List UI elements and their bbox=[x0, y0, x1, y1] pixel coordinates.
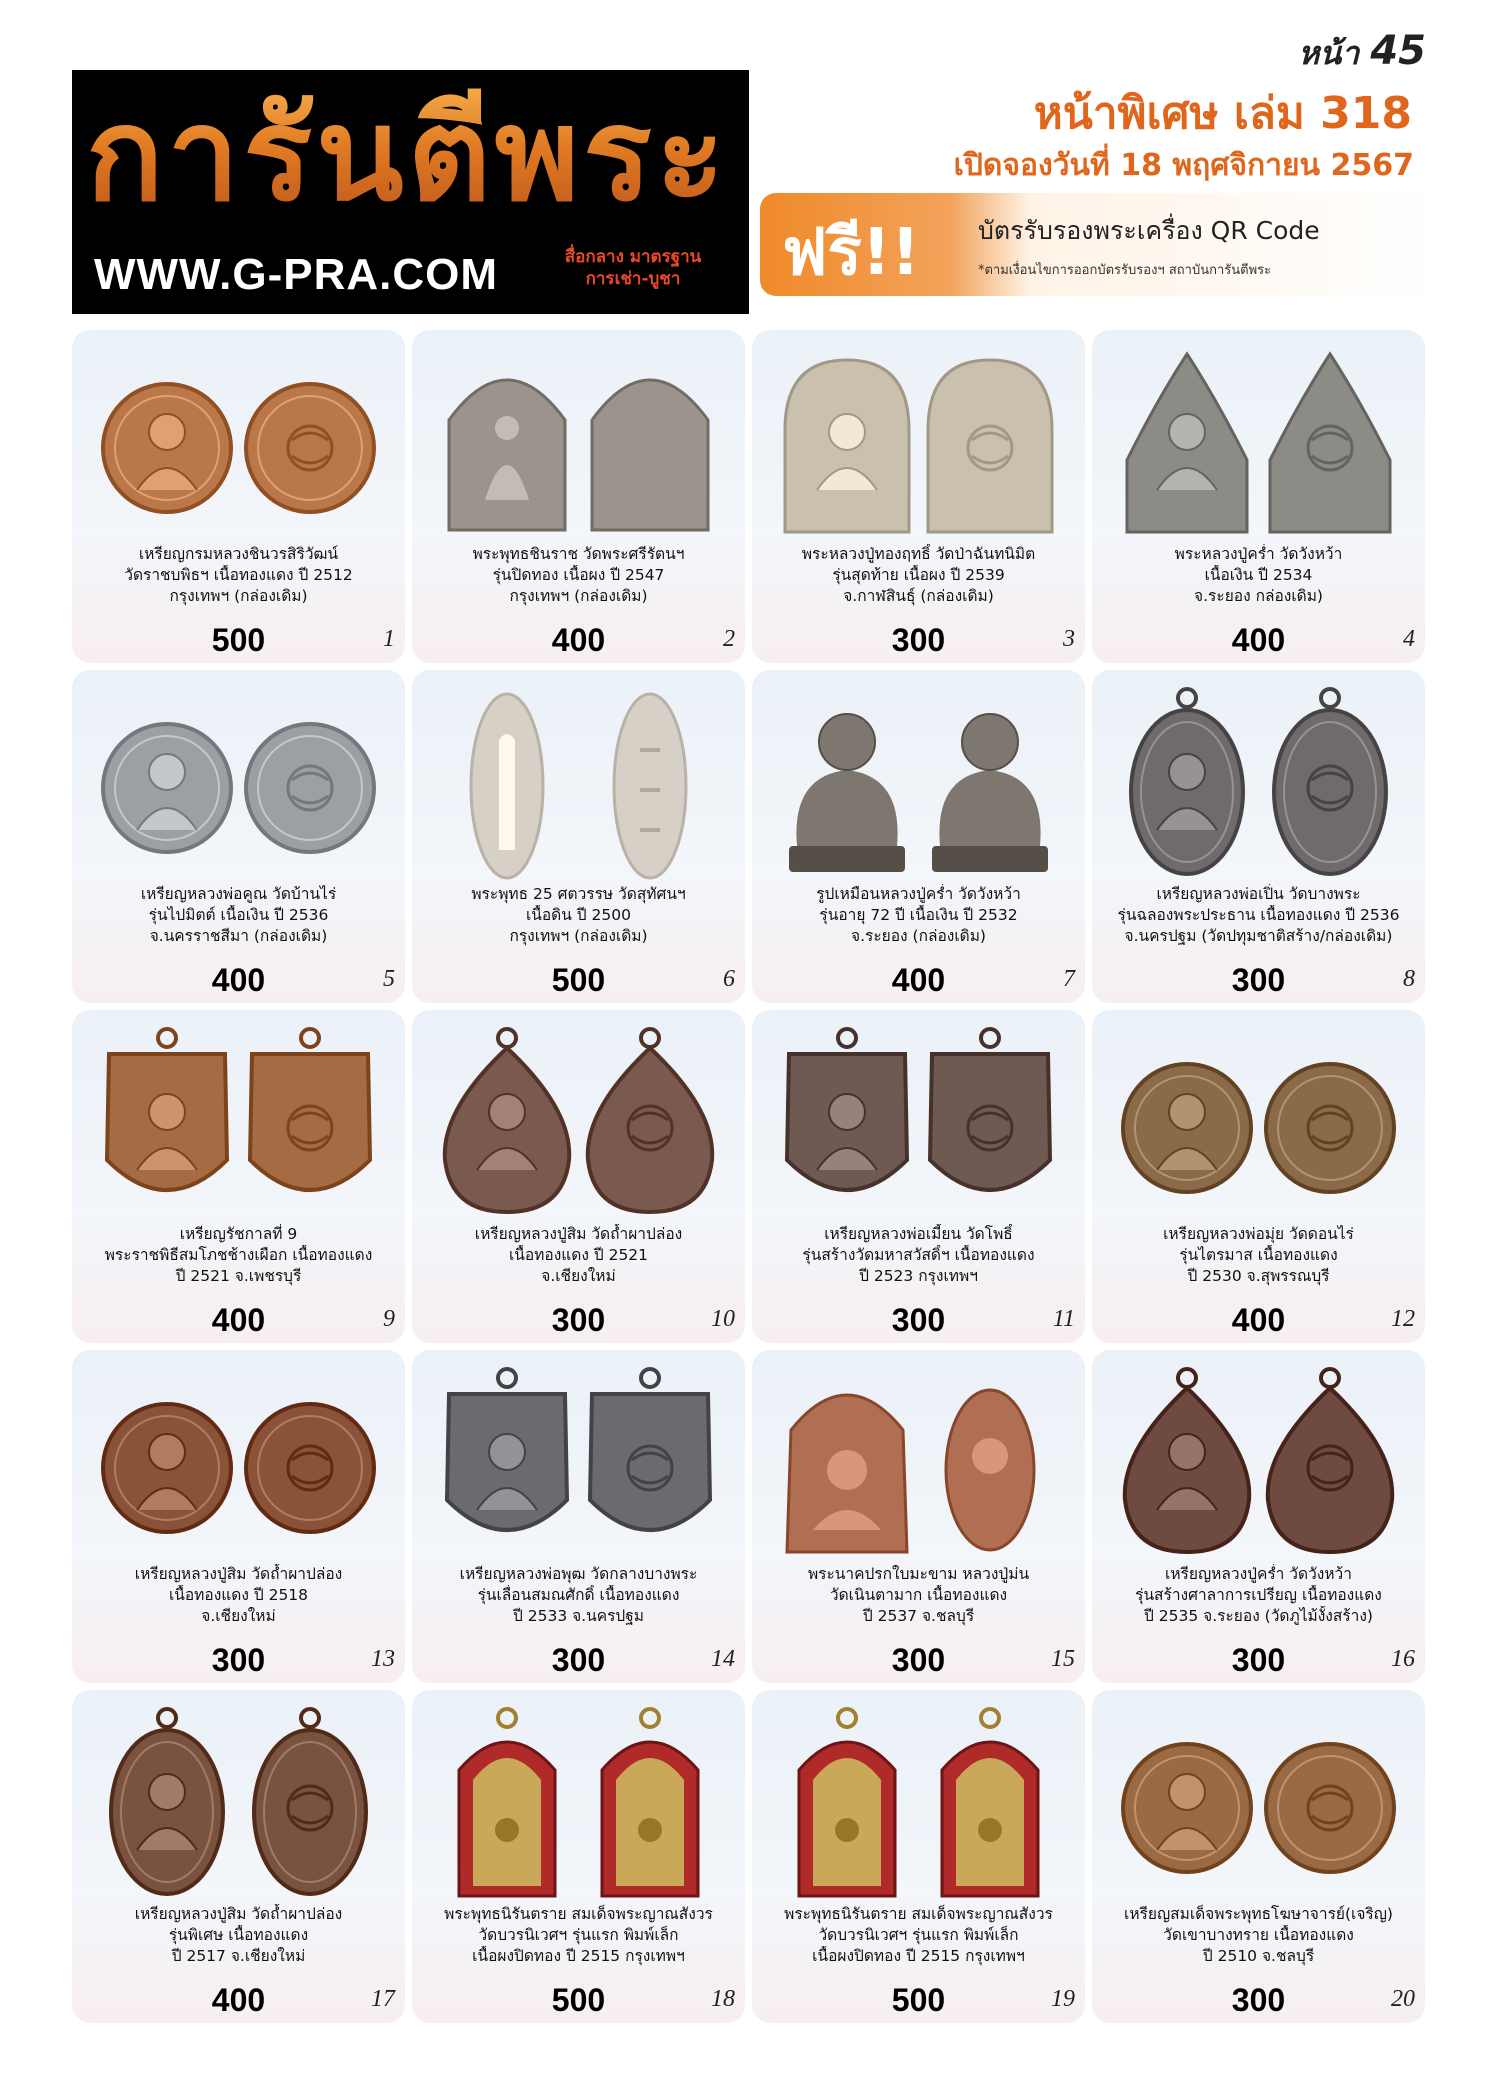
amulet-price: 300 bbox=[891, 1642, 946, 1678]
amulet-number: 16 bbox=[1391, 1646, 1415, 1672]
amulet-description-line: รุ่นไตรมาส เนื้อทองแดง bbox=[1179, 1246, 1338, 1264]
amulet-description-line: จ.เชียงใหม่ bbox=[541, 1267, 616, 1285]
amulet-description-line: รุ่นสุดท้าย เนื้อผง ปี 2539 bbox=[832, 566, 1005, 584]
page-number bbox=[1298, 28, 1426, 79]
amulet-price: 300 bbox=[1231, 1642, 1286, 1678]
logo bbox=[72, 70, 749, 314]
amulet-description-line: ปี 2523 กรุงเทพฯ bbox=[859, 1267, 978, 1285]
amulet-description-line: ปี 2517 จ.เชียงใหม่ bbox=[171, 1947, 306, 1965]
logo-tagline bbox=[522, 246, 744, 290]
amulet-back-image bbox=[928, 360, 1052, 532]
amulet-number: 15 bbox=[1051, 1646, 1075, 1672]
amulet-card[interactable] bbox=[1092, 1690, 1425, 2023]
amulet-photos bbox=[752, 340, 1085, 545]
amulet-description-line: เหรียญสมเด็จพระพุทธโฆษาจารย์(เจริญ) bbox=[1124, 1905, 1393, 1923]
amulet-description-line: เหรียญหลวงพ่อเมี้ยน วัดโพธิ์ bbox=[824, 1225, 1013, 1243]
amulet-photos bbox=[1092, 680, 1425, 885]
issue-title: หน้าพิเศษ เล่ม 318 bbox=[1033, 88, 1412, 139]
amulet-number: 18 bbox=[711, 1986, 735, 2012]
amulet-photos bbox=[412, 340, 745, 545]
amulet-description-line: เนื้อเงิน ปี 2534 bbox=[1204, 566, 1313, 584]
amulet-back-image bbox=[246, 1404, 374, 1532]
amulet-front-image bbox=[447, 1369, 567, 1530]
amulet-number: 4 bbox=[1403, 626, 1415, 652]
amulet-card[interactable] bbox=[1092, 670, 1425, 1003]
amulet-image bbox=[72, 340, 405, 545]
amulet-photos bbox=[412, 680, 745, 885]
amulet-image bbox=[72, 1700, 405, 1905]
amulet-description-line: ปี 2537 จ.ชลบุรี bbox=[862, 1607, 975, 1625]
amulet-photos bbox=[752, 1360, 1085, 1565]
amulet-description-line: รุ่นเลื่อนสมณศักดิ์ เนื้อทองแดง bbox=[477, 1586, 680, 1604]
logo-tagline-1: สื่อกลาง มาตรฐาน bbox=[564, 247, 702, 267]
amulet-back-image bbox=[614, 694, 686, 878]
amulet-back-image bbox=[250, 1029, 370, 1190]
amulet-description-line: พระนาคปรกใบมะขาม หลวงปู่ม่น bbox=[807, 1565, 1030, 1583]
amulet-card[interactable] bbox=[72, 670, 405, 1003]
amulet-price: 300 bbox=[891, 1302, 946, 1338]
amulet-image bbox=[412, 1020, 745, 1225]
free-certificate-banner bbox=[760, 193, 1436, 296]
amulet-description-line: พระพุทธชินราช วัดพระศรีรัตนฯ bbox=[472, 545, 685, 563]
amulet-photos bbox=[72, 1020, 405, 1225]
amulet-image bbox=[72, 1020, 405, 1225]
amulet-card[interactable] bbox=[412, 1690, 745, 2023]
amulet-description-line: เหรียญหลวงพ่อเปิ่น วัดบางพระ bbox=[1156, 885, 1361, 903]
amulet-description bbox=[756, 1904, 1081, 1967]
amulet-description-line: รุ่นไปมิตต์ เนื้อเงิน ปี 2536 bbox=[148, 906, 329, 924]
amulet-price: 400 bbox=[1231, 1302, 1286, 1338]
amulet-number: 2 bbox=[723, 626, 735, 652]
amulet-photos bbox=[752, 1020, 1085, 1225]
amulet-number: 12 bbox=[1391, 1306, 1415, 1332]
qr-certificate-text: บัตรรับรองพระเครื่อง QR Code bbox=[978, 216, 1320, 245]
amulet-price: 300 bbox=[551, 1302, 606, 1338]
amulet-card[interactable] bbox=[412, 670, 745, 1003]
amulet-photos bbox=[752, 680, 1085, 885]
amulet-description-line: เนื้อผงปิดทอง ปี 2515 กรุงเทพฯ bbox=[812, 1947, 1025, 1965]
amulet-description bbox=[76, 884, 401, 947]
amulet-description-line: วัดบวรนิเวศฯ รุ่นแรก พิมพ์เล็ก bbox=[478, 1926, 679, 1944]
amulet-number: 5 bbox=[383, 966, 395, 992]
amulet-card[interactable] bbox=[72, 330, 405, 663]
amulet-description-line: จ.กาฬสินธุ์ (กล่องเดิม) bbox=[843, 587, 994, 605]
amulet-description-line: วัดราชบพิธฯ เนื้อทองแดง ปี 2512 bbox=[124, 566, 353, 584]
amulet-image bbox=[752, 680, 1085, 885]
amulet-description bbox=[416, 544, 741, 607]
amulet-number: 20 bbox=[1391, 1986, 1415, 2012]
amulet-front-image bbox=[103, 724, 231, 852]
amulet-number: 10 bbox=[711, 1306, 735, 1332]
amulet-description-line: ปี 2533 จ.นครปฐม bbox=[512, 1607, 645, 1625]
amulet-image bbox=[752, 1360, 1085, 1565]
amulet-description-line: เหรียญหลวงปู่สิม วัดถ้ำผาปล่อง bbox=[134, 1565, 343, 1583]
amulet-description-line: เหรียญหลวงพ่อพุฒ วัดกลางบางพระ bbox=[459, 1565, 698, 1583]
amulet-front-image bbox=[789, 714, 905, 872]
amulet-description bbox=[76, 1224, 401, 1287]
amulet-description-line: พระพุทธนิรันตราย สมเด็จพระญาณสังวร bbox=[784, 1905, 1053, 1923]
amulet-photos bbox=[412, 1360, 745, 1565]
logo-tagline-2: การเช่า-บูชา bbox=[585, 269, 681, 289]
amulet-description-line: จ.ระยอง (กล่องเดิม) bbox=[851, 927, 986, 945]
amulet-card[interactable] bbox=[752, 670, 1085, 1003]
page-number-value: 45 bbox=[1370, 28, 1426, 74]
amulet-number: 7 bbox=[1063, 966, 1075, 992]
amulet-front-image bbox=[1123, 1064, 1251, 1192]
amulet-front-image bbox=[785, 360, 909, 532]
logo-url[interactable]: WWW.G-PRA.COM bbox=[94, 250, 499, 299]
amulet-back-image bbox=[254, 1709, 366, 1894]
amulet-description bbox=[76, 1904, 401, 1967]
amulet-photos bbox=[412, 1020, 745, 1225]
amulet-price: 400 bbox=[211, 1302, 266, 1338]
amulet-description bbox=[1096, 1904, 1421, 1967]
amulet-photos bbox=[1092, 340, 1425, 545]
amulet-price: 300 bbox=[551, 1642, 606, 1678]
amulet-front-image bbox=[1125, 1369, 1249, 1552]
amulet-image bbox=[412, 1360, 745, 1565]
amulet-front-image bbox=[1127, 354, 1247, 532]
amulet-number: 13 bbox=[371, 1646, 395, 1672]
amulet-front-image bbox=[787, 1395, 907, 1552]
amulet-back-image bbox=[1274, 689, 1386, 874]
amulet-image bbox=[752, 1700, 1085, 1905]
page-label: หน้า bbox=[1298, 34, 1360, 72]
amulet-back-image bbox=[1266, 1744, 1394, 1872]
amulet-price: 300 bbox=[1231, 962, 1286, 998]
amulet-description-line: กรุงเทพฯ (กล่องเดิม) bbox=[169, 587, 308, 605]
amulet-front-image bbox=[103, 384, 231, 512]
amulet-back-image bbox=[1268, 1369, 1392, 1552]
amulet-price: 500 bbox=[211, 622, 266, 658]
amulet-card[interactable] bbox=[1092, 1350, 1425, 1683]
amulet-number: 6 bbox=[723, 966, 735, 992]
amulet-number: 9 bbox=[383, 1306, 395, 1332]
amulet-image bbox=[752, 340, 1085, 545]
amulet-back-image bbox=[942, 1709, 1038, 1896]
amulet-description-line: เหรียญหลวงปู่คร่ำ วัดวังหว้า bbox=[1165, 1565, 1352, 1583]
amulet-image bbox=[1092, 1360, 1425, 1565]
amulet-description bbox=[76, 1564, 401, 1627]
amulet-back-image bbox=[1270, 354, 1390, 532]
amulet-description-line: จ.ระยอง กล่องเดิม) bbox=[1194, 587, 1323, 605]
amulet-front-image bbox=[103, 1404, 231, 1532]
amulet-image bbox=[72, 680, 405, 885]
amulet-description-line: กรุงเทพฯ (กล่องเดิม) bbox=[509, 587, 648, 605]
amulet-price: 500 bbox=[551, 962, 606, 998]
amulet-photos bbox=[72, 680, 405, 885]
amulet-back-image bbox=[588, 1029, 712, 1212]
amulet-price: 400 bbox=[551, 622, 606, 658]
amulet-description-line: วัดบวรนิเวศฯ รุ่นแรก พิมพ์เล็ก bbox=[818, 1926, 1019, 1944]
amulet-card[interactable] bbox=[72, 1690, 405, 2023]
amulet-description-line: วัดเนินตามาก เนื้อทองแดง bbox=[829, 1586, 1008, 1604]
amulet-description-line: รุ่นสร้างศาลาการเปรียญ เนื้อทองแดง bbox=[1135, 1586, 1382, 1604]
amulet-photos bbox=[1092, 1360, 1425, 1565]
amulet-description-line: จ.เชียงใหม่ bbox=[201, 1607, 276, 1625]
amulet-price: 400 bbox=[891, 962, 946, 998]
amulet-description-line: ปี 2510 จ.ชลบุรี bbox=[1202, 1947, 1315, 1965]
certificate-note: *ตามเงื่อนไขการออกบัตรรับรองฯ สถาบันการันตีพระ bbox=[978, 263, 1272, 278]
amulet-description-line: ปี 2530 จ.สุพรรณบุรี bbox=[1187, 1267, 1330, 1285]
amulet-description-line: เหรียญหลวงพ่อคูณ วัดบ้านไร่ bbox=[140, 885, 337, 903]
amulet-front-image bbox=[449, 380, 565, 530]
amulet-description bbox=[756, 1224, 1081, 1287]
amulet-description bbox=[756, 544, 1081, 607]
amulet-photos bbox=[1092, 1700, 1425, 1905]
amulet-description-line: จ.นครราชสีมา (กล่องเดิม) bbox=[149, 927, 328, 945]
amulet-description-line: รุ่นปิดทอง เนื้อผง ปี 2547 bbox=[492, 566, 665, 584]
amulet-description-line: เนื้อดิน ปี 2500 bbox=[525, 906, 631, 924]
amulet-description-line: พระราชพิธีสมโภชช้างเผือก เนื้อทองแดง bbox=[104, 1246, 373, 1264]
amulet-description-line: รุ่นสร้างวัดมหาสวัสดิ์ฯ เนื้อทองแดง bbox=[802, 1246, 1035, 1264]
amulet-description-line: รูปเหมือนหลวงปู่คร่ำ วัดวังหว้า bbox=[816, 885, 1021, 903]
free-label: ฟรี!! bbox=[782, 216, 921, 290]
amulet-description bbox=[416, 1224, 741, 1287]
amulet-image bbox=[752, 1020, 1085, 1225]
booking-date: เปิดจองวันที่ 18 พฤศจิกายน 2567 bbox=[953, 148, 1414, 183]
amulet-photos bbox=[72, 1700, 405, 1905]
amulet-photos bbox=[1092, 1020, 1425, 1225]
amulet-card[interactable] bbox=[72, 1350, 405, 1683]
amulet-number: 17 bbox=[371, 1986, 395, 2012]
amulet-description bbox=[756, 884, 1081, 947]
amulet-description-line: รุ่นฉลองพระประธาน เนื้อทองแดง ปี 2536 bbox=[1117, 906, 1400, 924]
amulet-back-image bbox=[930, 1029, 1050, 1190]
amulet-front-image bbox=[471, 694, 543, 878]
amulet-description-line: เหรียญหลวงปู่สิม วัดถ้ำผาปล่อง bbox=[474, 1225, 683, 1243]
amulet-photos bbox=[752, 1700, 1085, 1905]
amulet-front-image bbox=[1123, 1744, 1251, 1872]
amulet-number: 1 bbox=[383, 626, 395, 652]
amulet-description-line: เนื้อผงปิดทอง ปี 2515 กรุงเทพฯ bbox=[472, 1947, 685, 1965]
amulet-number: 14 bbox=[711, 1646, 735, 1672]
amulet-price: 400 bbox=[1231, 622, 1286, 658]
amulet-description-line: เหรียญรัชกาลที่ 9 bbox=[179, 1225, 298, 1243]
amulet-back-image bbox=[946, 1390, 1034, 1550]
amulet-price: 300 bbox=[211, 1642, 266, 1678]
amulet-image bbox=[412, 680, 745, 885]
amulet-front-image bbox=[445, 1029, 569, 1212]
amulet-price: 300 bbox=[891, 622, 946, 658]
amulet-back-image bbox=[246, 384, 374, 512]
amulet-description-line: พระหลวงปู่ทองฤทธิ์ วัดป่าฉันทนิมิต bbox=[801, 545, 1036, 563]
amulet-photos bbox=[72, 340, 405, 545]
amulet-number: 8 bbox=[1403, 966, 1415, 992]
amulet-front-image bbox=[107, 1029, 227, 1190]
amulet-price: 400 bbox=[211, 962, 266, 998]
amulet-description-line: เหรียญหลวงพ่อมุ่ย วัดดอนไร่ bbox=[1163, 1225, 1354, 1243]
amulet-photos bbox=[72, 1360, 405, 1565]
amulet-description-line: พระพุทธนิรันตราย สมเด็จพระญาณสังวร bbox=[444, 1905, 713, 1923]
amulet-card[interactable] bbox=[752, 1350, 1085, 1683]
amulet-description bbox=[416, 884, 741, 947]
amulet-price: 500 bbox=[551, 1982, 606, 2018]
amulet-description-line: วัดเขาบางทราย เนื้อทองแดง bbox=[1163, 1926, 1354, 1944]
amulet-image bbox=[72, 1360, 405, 1565]
amulet-image bbox=[1092, 1020, 1425, 1225]
amulet-front-image bbox=[787, 1029, 907, 1190]
amulet-price: 400 bbox=[211, 1982, 266, 2018]
amulet-card[interactable] bbox=[1092, 330, 1425, 663]
amulet-description-line: พระพุทธ 25 ศตวรรษ วัดสุทัศนฯ bbox=[471, 885, 686, 903]
amulet-description-line: กรุงเทพฯ (กล่องเดิม) bbox=[509, 927, 648, 945]
amulet-description bbox=[1096, 884, 1421, 947]
amulet-card[interactable] bbox=[412, 1350, 745, 1683]
amulet-card[interactable] bbox=[412, 330, 745, 663]
amulet-description bbox=[76, 544, 401, 607]
amulet-description-line: เหรียญหลวงปู่สิม วัดถ้ำผาปล่อง bbox=[134, 1905, 343, 1923]
amulet-description bbox=[756, 1564, 1081, 1627]
amulet-price: 300 bbox=[1231, 1982, 1286, 2018]
amulet-photos bbox=[412, 1700, 745, 1905]
amulet-card[interactable] bbox=[752, 1690, 1085, 2023]
amulet-description-line: จ.นครปฐม (วัดปทุมชาติสร้าง/กล่องเดิม) bbox=[1124, 927, 1393, 945]
amulet-card[interactable] bbox=[752, 1010, 1085, 1343]
amulet-front-image bbox=[1131, 689, 1243, 874]
amulet-description-line: เนื้อทองแดง ปี 2521 bbox=[508, 1246, 649, 1264]
amulet-description-line: เหรียญกรมหลวงชินวรสิริวัฒน์ bbox=[138, 545, 339, 563]
amulet-description-line: ปี 2535 จ.ระยอง (วัดภูไม้งั้งสร้าง) bbox=[1144, 1607, 1373, 1625]
amulet-back-image bbox=[932, 714, 1048, 872]
amulet-back-image bbox=[592, 380, 708, 530]
amulet-image bbox=[412, 340, 745, 545]
amulet-back-image bbox=[1266, 1064, 1394, 1192]
amulet-image bbox=[1092, 340, 1425, 545]
amulet-description bbox=[1096, 1224, 1421, 1287]
amulet-back-image bbox=[590, 1369, 710, 1530]
amulet-number: 3 bbox=[1063, 626, 1075, 652]
amulet-image bbox=[412, 1700, 745, 1905]
amulet-description bbox=[416, 1904, 741, 1967]
amulet-description bbox=[416, 1564, 741, 1627]
amulet-card[interactable] bbox=[1092, 1010, 1425, 1343]
amulet-front-image bbox=[799, 1709, 895, 1896]
amulet-front-image bbox=[111, 1709, 223, 1894]
amulet-number: 19 bbox=[1051, 1986, 1075, 2012]
amulet-description-line: รุ่นพิเศษ เนื้อทองแดง bbox=[168, 1926, 309, 1944]
amulet-card[interactable] bbox=[412, 1010, 745, 1343]
amulet-grid bbox=[72, 330, 1425, 2023]
amulet-card[interactable] bbox=[72, 1010, 405, 1343]
amulet-back-image bbox=[246, 724, 374, 852]
amulet-card[interactable] bbox=[752, 330, 1085, 663]
logo-title: การันตีพระ bbox=[86, 76, 736, 236]
amulet-image bbox=[1092, 680, 1425, 885]
amulet-description bbox=[1096, 1564, 1421, 1627]
amulet-number: 11 bbox=[1052, 1306, 1075, 1332]
amulet-price: 500 bbox=[891, 1982, 946, 2018]
amulet-description-line: ปี 2521 จ.เพชรบุรี bbox=[175, 1267, 302, 1285]
amulet-back-image bbox=[602, 1709, 698, 1896]
amulet-description-line: เนื้อทองแดง ปี 2518 bbox=[168, 1586, 309, 1604]
amulet-image bbox=[1092, 1700, 1425, 1905]
amulet-front-image bbox=[459, 1709, 555, 1896]
amulet-description-line: พระหลวงปู่คร่ำ วัดวังหว้า bbox=[1174, 545, 1343, 563]
amulet-description-line: รุ่นอายุ 72 ปี เนื้อเงิน ปี 2532 bbox=[819, 906, 1018, 924]
amulet-description bbox=[1096, 544, 1421, 607]
